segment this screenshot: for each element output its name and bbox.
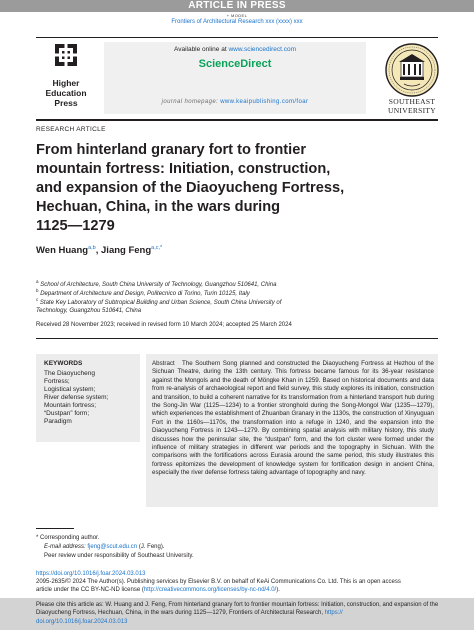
keyword-item: Paradigm xyxy=(44,418,72,425)
license-suffix: ). xyxy=(276,587,280,593)
abstract-label: Abstract xyxy=(152,360,175,367)
southeast-university-name xyxy=(372,98,452,115)
keywords-list xyxy=(44,370,136,426)
sciencedirect-logo[interactable]: ScienceDirect xyxy=(198,58,272,70)
journal-homepage xyxy=(104,99,366,105)
homepage-label: journal homepage: xyxy=(161,99,221,105)
affiliation-text: State Key Laboratory of Subtropical Building and Urban Science, South China University of xyxy=(39,300,282,306)
hep-emblem-icon xyxy=(55,44,77,66)
citation-doi-link[interactable]: doi.org/10.1016/j.foar.2024.03.013 xyxy=(36,618,128,625)
title-line: From hinterland granary fort to frontier xyxy=(36,142,306,158)
homepage-url-link[interactable]: www.keaipublishing.com/foar xyxy=(220,99,309,105)
keywords-heading: KEYWORDS xyxy=(44,360,83,367)
citation-text xyxy=(36,601,440,626)
email-label: E-mail address: xyxy=(44,544,88,550)
top-divider xyxy=(36,37,438,38)
hep-line-2: Education xyxy=(45,88,87,98)
email-link[interactable]: fjeng@scut.edu.cn xyxy=(87,544,138,550)
received-divider xyxy=(36,338,438,339)
citation-url-link[interactable]: https:// xyxy=(324,610,343,617)
corresponding-text: Corresponding author. xyxy=(40,535,100,541)
article-title xyxy=(36,141,431,236)
email-suffix: (J. Feng). xyxy=(137,544,165,550)
peer-review-note: Peer review under responsibility of Southeast University. xyxy=(44,553,194,559)
seu-line-1: SOUTHEAST xyxy=(388,97,436,106)
affiliation-text: Department of Architecture and Design, Politecnico di Torino, Turin 10125, Italy xyxy=(40,291,250,297)
seu-line-2: UNIVERSITY xyxy=(388,105,436,115)
citation-prefix: Please cite this article as: W. Huang and J. Feng, From hinterland granary fort to frontier mountain fortress: Initiation, construction, and expansion of the Diaoyucheng Fortress, Hechuan, China, in the wars during 1125—1279, Frontiers of Architectural Research, xyxy=(36,602,439,617)
keyword-item: Logistical system; xyxy=(44,386,96,393)
journal-reference-link[interactable]: Frontiers of Architectural Research xxx (xxxx) xxx xyxy=(171,19,303,25)
model-label: + MODEL xyxy=(226,13,248,18)
keyword-item: Fortress; xyxy=(44,378,70,385)
affiliation-marker: b xyxy=(36,288,39,293)
abstract-text: The Southern Song planned and constructed the Diaoyucheng Fortress at Hezhou of the Sichuan Theatre, during the 13th century. This fortress became famous for its 36-year resistance against the Mongols and the death of Möngke Khan in 1259. Based on historical documents and data from re-analysis of archaeological report and field survey, this study explores its initiation, construction and transition, to build a coherent narrative for its transformation from a hinterland transport hub during the Song-Jin War (1125—1234) to a frontier stronghold during the Song-Mongol War (1235—1279), which experiences the establishment of Zhuanban Granary in the 1130s, the construction of Xinyuguan Fort in the 1160s—1170s, the transformation into a refuge in 1240, and the expansion into the Diaoyucheng Fortress in 1243—1279. By combining spatial analysis with military history, this study discusses how the peninsular site, the “dustpan” form, and the fort cluster were formed under the influence of military strategies in different war periods and the topography in Sichuan. With the comparisons with the fortifications across Eurasia around the same period, this study illustrates this fortress epitomizes the development of knowledge system for fortification design in ancient China, especially the river defense fortress taking advantage of topography and navy. xyxy=(152,360,434,477)
affiliation-c xyxy=(36,296,366,315)
keyword-item: River defense system; xyxy=(44,394,109,401)
southeast-university-seal-icon xyxy=(384,42,440,98)
abstract xyxy=(152,360,434,478)
keyword-item: The Diaoyucheng xyxy=(44,370,95,377)
available-online xyxy=(104,46,366,53)
article-type: RESEARCH ARTICLE xyxy=(36,126,106,133)
email-note xyxy=(36,543,165,551)
copyright-line: 2095-2635/© 2024 The Author(s). Publishing services by Elsevier B.V. on behalf of KeAi Communications Co. Ltd. This is an open access xyxy=(36,579,401,585)
footnote-divider xyxy=(36,528,74,529)
corresponding-author-note xyxy=(36,534,99,542)
available-prefix: Available online at xyxy=(173,46,229,53)
affiliation-text: Technology, Guangzhou 510641, China xyxy=(36,308,142,314)
hep-line-3: Press xyxy=(54,98,78,108)
author-separator: , xyxy=(95,245,102,257)
license-link[interactable]: http://creativecommons.org/licenses/by-nc-nd/4.0/ xyxy=(143,587,277,593)
author-affiliation-marker[interactable]: a,c,* xyxy=(151,245,163,251)
title-line: mountain fortress: Initiation, construction, xyxy=(36,161,331,177)
affiliation-text: School of Architecture, South China University of Technology, Guangzhou 510641, China xyxy=(40,282,277,288)
hep-line-1: Higher xyxy=(52,78,80,88)
doi-link[interactable]: https://doi.org/10.1016/j.foar.2024.03.013 xyxy=(36,571,146,577)
author-name[interactable]: Wen Huang xyxy=(36,245,89,257)
received-dates: Received 28 November 2023; received in revised form 10 March 2024; accepted 25 March 2024 xyxy=(36,322,292,328)
license-prefix: article under the CC BY-NC-ND license ( xyxy=(36,587,144,593)
affiliation-marker: a xyxy=(36,279,39,284)
author-affiliation-marker[interactable]: a,b xyxy=(88,245,96,251)
title-line: 1125—1279 xyxy=(36,218,115,234)
sciencedirect-url-link[interactable]: www.sciencedirect.com xyxy=(228,46,296,53)
article-in-press-banner: ARTICLE IN PRESS xyxy=(0,0,474,12)
asterisk-marker: * xyxy=(36,535,41,541)
author-name[interactable]: Jiang Feng xyxy=(101,245,152,257)
hep-name xyxy=(34,78,98,108)
doi-copyright-block xyxy=(36,570,438,594)
title-line: and expansion of the Diaoyucheng Fortress, xyxy=(36,180,345,196)
author-list xyxy=(36,245,162,256)
keyword-item: Mountain fortress; xyxy=(44,402,97,409)
affiliation-marker: c xyxy=(36,297,39,302)
keyword-item: “Dustpan” form; xyxy=(44,410,90,417)
header-divider xyxy=(36,119,438,121)
license-line xyxy=(36,586,438,594)
title-line: Hechuan, China, in the wars during xyxy=(36,199,281,215)
